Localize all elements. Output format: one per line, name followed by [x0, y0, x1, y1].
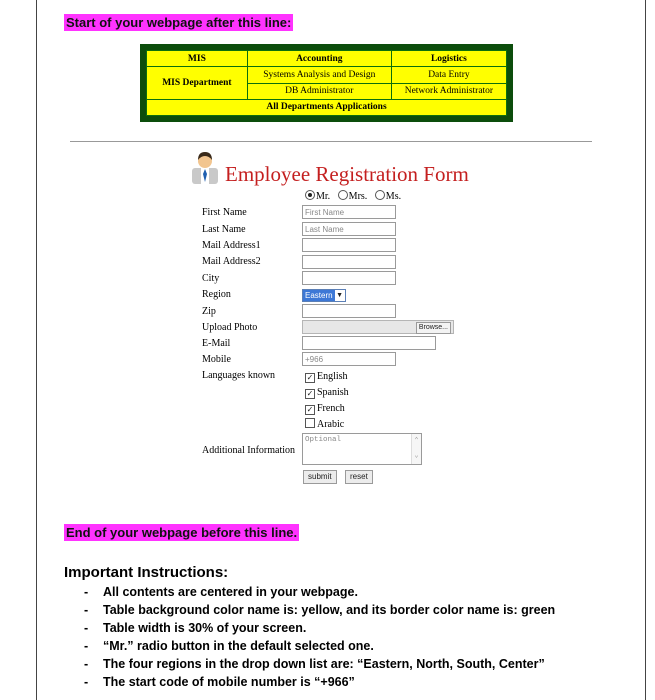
checkbox-english-label: English [317, 371, 348, 382]
submit-button[interactable]: submit [303, 470, 337, 484]
cell-all-departments: All Departments Applications [147, 99, 507, 115]
instructions-list [84, 583, 555, 691]
checkbox-french-label: French [317, 403, 345, 414]
instruction-item: - All contents are centered in your webpage. [84, 583, 555, 601]
chevron-down-icon[interactable]: ▼ [336, 291, 344, 299]
mail-address1-input[interactable] [302, 238, 396, 252]
instruction-item: - “Mr.” radio button in the default selected one. [84, 637, 555, 655]
checkbox-english-box[interactable]: ✓ [306, 373, 314, 382]
cell-logistics: Logistics [391, 51, 506, 67]
zip-input[interactable] [302, 304, 396, 318]
instruction-item: - Table width is 30% of your screen. [84, 619, 555, 637]
radio-mrs-label: Mrs. [348, 191, 368, 202]
checkbox-spanish[interactable] [305, 386, 349, 399]
title-radio-group [305, 190, 401, 203]
employee-avatar-icon [192, 150, 218, 184]
label-additional-information: Additional Information [202, 445, 296, 456]
horizontal-rule [70, 141, 592, 142]
instruction-item: - The start code of mobile number is “+966” [84, 673, 555, 691]
checkbox-arabic-box[interactable] [305, 418, 315, 428]
end-marker: End of your webpage before this line. [66, 525, 298, 540]
textarea-scrollbar[interactable]: ⌃ ⌄ [411, 434, 421, 464]
checkbox-french-box[interactable]: ✓ [306, 405, 314, 414]
cell-network-administrator: Network Administrator [391, 83, 506, 99]
textarea-placeholder: Optional [305, 436, 342, 444]
checkbox-spanish-label: Spanish [317, 387, 349, 398]
instruction-item: - The four regions in the drop down list are: “Eastern, North, South, Center” [84, 655, 555, 673]
radio-mrs[interactable] [333, 191, 368, 202]
cell-accounting: Accounting [247, 51, 391, 67]
checkbox-arabic[interactable] [305, 418, 344, 431]
department-table-frame [140, 44, 513, 122]
first-name-input[interactable]: First Name [302, 205, 396, 219]
instructions-title: Important Instructions: [64, 564, 229, 581]
label-upload-photo: Upload Photo [202, 322, 258, 333]
start-marker: Start of your webpage after this line: [66, 15, 292, 30]
checkbox-spanish-box[interactable]: ✓ [306, 389, 314, 398]
radio-mr-label: Mr. [316, 191, 331, 202]
last-name-input[interactable]: Last Name [302, 222, 396, 236]
mail-address2-input[interactable] [302, 255, 396, 269]
checkbox-english[interactable] [305, 370, 348, 383]
cell-db-administrator: DB Administrator [247, 83, 391, 99]
photo-file-input[interactable] [302, 320, 454, 334]
label-city: City [202, 273, 220, 284]
cell-mis-department: MIS Department [147, 67, 248, 100]
additional-info-textarea[interactable] [302, 433, 422, 465]
radio-mr[interactable] [305, 191, 330, 202]
label-mail-address1: Mail Address1 [202, 240, 261, 251]
cell-systems-analysis: Systems Analysis and Design [247, 67, 391, 83]
label-region: Region [202, 289, 231, 300]
cell-data-entry: Data Entry [391, 67, 506, 83]
browse-button[interactable]: Browse... [416, 322, 451, 334]
region-selected-value: Eastern [305, 291, 333, 300]
radio-ms-label: Ms. [385, 191, 402, 202]
checkbox-arabic-label: Arabic [317, 419, 345, 430]
radio-mrs-circle[interactable] [338, 190, 348, 200]
label-languages: Languages known [202, 370, 276, 381]
department-table [146, 50, 507, 116]
radio-mr-circle[interactable] [305, 190, 315, 200]
region-select[interactable] [302, 289, 346, 302]
label-first-name: First Name [202, 207, 247, 218]
mobile-input[interactable]: +966 [302, 352, 396, 366]
reset-button[interactable]: reset [345, 470, 373, 484]
label-mobile: Mobile [202, 354, 231, 365]
email-input[interactable] [302, 336, 436, 350]
instruction-item: - Table background color name is: yellow, and its border color name is: green [84, 601, 555, 619]
radio-ms[interactable] [370, 191, 401, 202]
label-mail-address2: Mail Address2 [202, 256, 261, 267]
form-title: Employee Registration Form [225, 162, 469, 186]
label-last-name: Last Name [202, 224, 246, 235]
cell-mis: MIS [147, 51, 248, 67]
label-email: E-Mail [202, 338, 231, 349]
label-zip: Zip [202, 306, 216, 317]
city-input[interactable] [302, 271, 396, 285]
checkbox-french[interactable] [305, 402, 345, 415]
radio-ms-circle[interactable] [375, 190, 385, 200]
